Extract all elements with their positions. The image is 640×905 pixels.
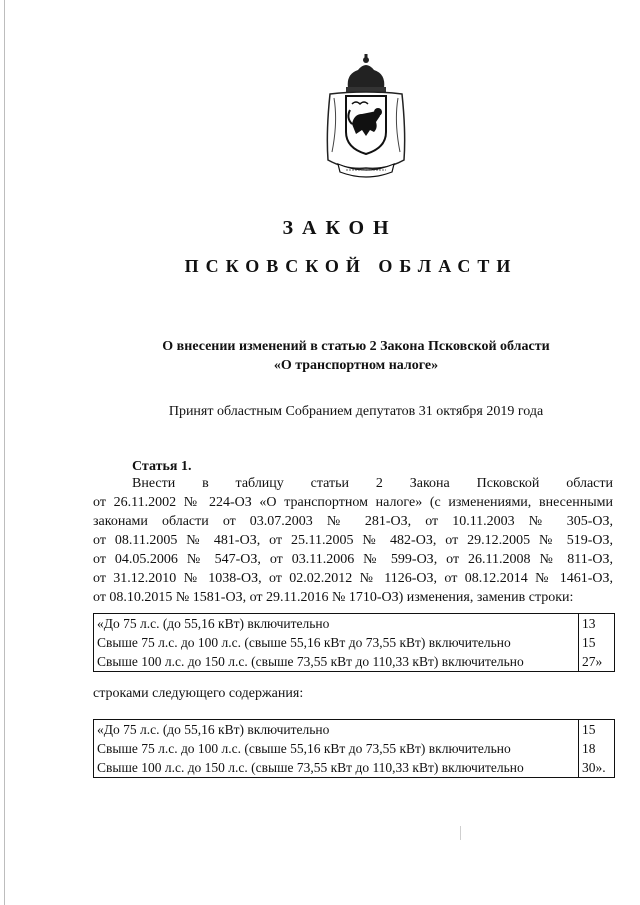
body-line: от 26.11.2002 № 224-ОЗ «О транспортном налоге» (с изменениями, внесенными [93,495,613,510]
adoption-statement: Принят областным Собранием депутатов 31 октября 2019 года [168,404,544,419]
body-line: законами области от 03.07.2003 № 281-ОЗ, от 10.11.2003 № 305-ОЗ, [93,514,613,529]
rate-value: 15 [579,720,615,740]
rate-value: 13 [579,614,615,634]
body-line: от 31.12.2010 № 1038-ОЗ, от 02.02.2012 № 1126-ОЗ, от 08.12.2014 № 1461-ОЗ, [93,571,613,586]
old-rates-table [93,613,615,672]
body-line: от 08.10.2015 № 1581-ОЗ, от 29.11.2016 № 1710-ОЗ) изменения, заменив строки: [93,590,574,605]
table-row [94,720,615,740]
article-body [93,474,613,607]
new-rates-table [93,719,615,778]
law-title: ЗАКОН [282,217,398,239]
coat-of-arms-emblem [316,52,416,182]
rate-label: Свыше 100 л.с. до 150 л.с. (свыше 73,55 кВт до 110,33 кВт) включительно [94,652,579,672]
subject-line: О внесении изменений в статью 2 Закона Псковской области [162,339,550,354]
law-subject [0,337,640,375]
rate-value: 18 [579,739,615,758]
replacement-intro: строками следующего содержания: [93,686,304,701]
rate-value: 15 [579,633,615,652]
table-row [94,652,615,672]
body-line: от 08.11.2005 № 481-ОЗ, от 25.11.2005 № 482-ОЗ, от 29.12.2005 № 519-ОЗ, [93,533,613,548]
rate-value: 27» [579,652,615,672]
table-row [94,758,615,778]
rate-label: «До 75 л.с. (до 55,16 кВт) включительно [94,720,579,740]
subject-line: «О транспортном налоге» [273,358,439,373]
rate-label: Свыше 75 л.с. до 100 л.с. (свыше 55,16 кВт до 73,55 кВт) включительно [94,739,579,758]
table-row [94,614,615,634]
body-line: Внести в таблицу статьи 2 Закона Псковской области [132,476,613,491]
page-edge-line [4,0,5,905]
rate-label: Свыше 75 л.с. до 100 л.с. (свыше 55,16 кВт до 73,55 кВт) включительно [94,633,579,652]
body-line: от 04.05.2006 № 547-ОЗ, от 03.11.2006 № 599-ОЗ, от 26.11.2008 № 811-ОЗ, [93,552,613,567]
region-title: ПСКОВСКОЙ ОБЛАСТИ [184,256,518,276]
scan-mark [460,826,461,840]
rate-value: 30». [579,758,615,778]
table-row [94,739,615,758]
rate-label: «До 75 л.с. (до 55,16 кВт) включительно [94,614,579,634]
table-row [94,633,615,652]
article-title: Статья 1. [132,459,192,474]
rate-label: Свыше 100 л.с. до 150 л.с. (свыше 73,55 кВт до 110,33 кВт) включительно [94,758,579,778]
